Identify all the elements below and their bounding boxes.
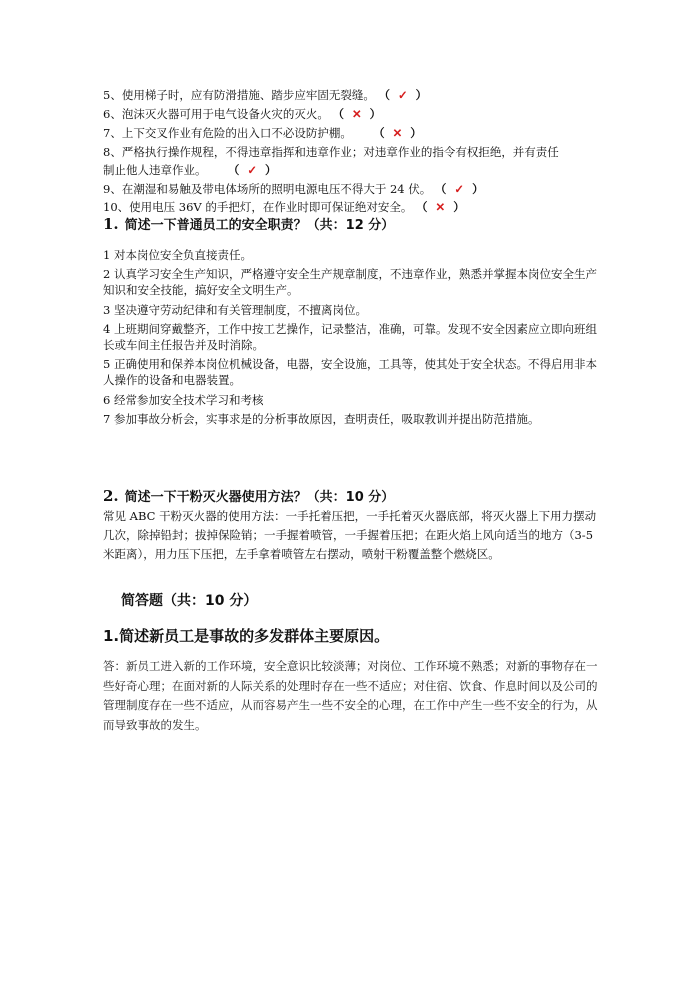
cross-icon: ✕ [392, 126, 403, 140]
tf-item-9 [103, 181, 484, 197]
paren-open: （ [416, 200, 428, 214]
paren-close: ） [369, 107, 382, 121]
tf-item-7 [103, 125, 422, 141]
question-text: 简述一下普通员工的安全职责？（共：12 分） [124, 218, 395, 233]
question-2-answer [103, 507, 603, 564]
answer-line: 2 认真学习安全生产知识，严格遵守安全生产规章制度，不违章作业，熟悉并掌握本岗位安全生产知识和安全技能，搞好安全文明生产。 [103, 267, 597, 298]
question-number: 2. [103, 487, 119, 505]
paren-close: ） [453, 200, 465, 214]
question-1-title [103, 214, 394, 233]
tf-item-8-cont [103, 162, 276, 178]
answer-line: 1 对本岗位安全负直接责任。 [103, 248, 252, 262]
paren-close: ） [415, 88, 428, 102]
tf-item-text: 6、泡沫灭火器可用于电气设备火灾的灭火。 [103, 107, 329, 121]
question-3-title: 1.简述新员工是事故的多发群体主要原因。 [103, 627, 390, 645]
tf-item-text: 制止他人违章作业。 [103, 163, 207, 177]
tf-item-text: 7、上下交叉作业有危险的出入口不必设防护棚。 [103, 126, 352, 140]
tf-item-8 [103, 144, 559, 160]
tf-item-text: 9、在潮湿和易触及带电体场所的照明电源电压不得大于 24 伏。 [103, 182, 432, 196]
tf-item-5 [103, 87, 427, 103]
question-number: 1. [103, 215, 119, 233]
paren-close: ） [264, 163, 277, 177]
question-3-answer: 答：新员工进入新的工作环境，安全意识比较淡薄；对岗位、工作环境不熟悉；对新的事物存在一些好奇心理；在面对新的人际关系的处理时存在一些不适应；对住宿、饮食、作息时间以及公司的管理制度存在一些不适应，从而容易产生一些不安全的心理，在工作中产生一些不安全的行为，从而导致事故的发生。 [103, 659, 598, 732]
answer-line: 7 参加事故分析会，实事求是的分析事故原因，查明责任，吸取教训并提出防范措施。 [103, 411, 540, 426]
section-title: 简答题（共：10 分） [121, 593, 258, 609]
cross-icon: ✕ [435, 200, 446, 214]
tf-item-6 [103, 106, 381, 122]
tf-item-text: 5、使用梯子时，应有防滑措施、踏步应牢固无裂缝。 [103, 88, 375, 102]
paren-close: ） [472, 182, 484, 196]
question-text: 简述一下干粉灭火器使用方法？（共：10 分） [124, 490, 395, 505]
question-2-title [103, 486, 394, 505]
cross-icon: ✕ [351, 107, 362, 121]
paren-open: （ [373, 126, 385, 140]
paren-open: （ [332, 107, 344, 121]
tf-item-10 [103, 199, 465, 215]
paren-open: （ [434, 182, 447, 196]
tf-item-text: 10、使用电压 36V 的手把灯，在作业时即可保证绝对安全。 [103, 200, 413, 214]
question-1-answer [103, 247, 603, 427]
answer-line: 3 坚决遵守劳动纪律和有关管理制度，不擅离岗位。 [103, 302, 367, 317]
check-icon: ✓ [454, 182, 465, 196]
answer-line: 6 经常参加安全技术学习和考核 [103, 392, 264, 407]
answer-line: 5 正确使用和保养本岗位机械设备，电器，安全设施，工具等，使其处于安全状态。不得启用非本人操作的设备和电器装置。 [103, 357, 597, 388]
paren-open: （ [227, 163, 240, 177]
tf-item-text: 8、严格执行操作规程，不得违章指挥和违章作业；对违章作业的指令有权拒绝，并有责任 [103, 145, 559, 159]
answer-line: 4 上班期间穿戴整齐，工作中按工艺操作，记录整洁，准确，可靠。发现不安全因素应立即向班组长或车间主任报告并及时消除。 [103, 321, 597, 353]
paren-close: ） [410, 126, 422, 140]
check-icon: ✓ [247, 163, 257, 177]
paren-open: （ [378, 88, 390, 102]
answer-paragraph: 常见 ABC 干粉灭火器的使用方法：一手托着压把，一手托着灭火器底部，将灭火器上下用力摆动几次，除掉铅封；拔掉保险销；一手握着喷管，一手握着压把；在距火焰上风向适当的地方（3-5 米距离），用力压下压把，左手拿着喷管左右摆动，喷射干粉覆盖整个燃烧区。 [103, 509, 597, 561]
check-icon: ✓ [397, 88, 408, 102]
